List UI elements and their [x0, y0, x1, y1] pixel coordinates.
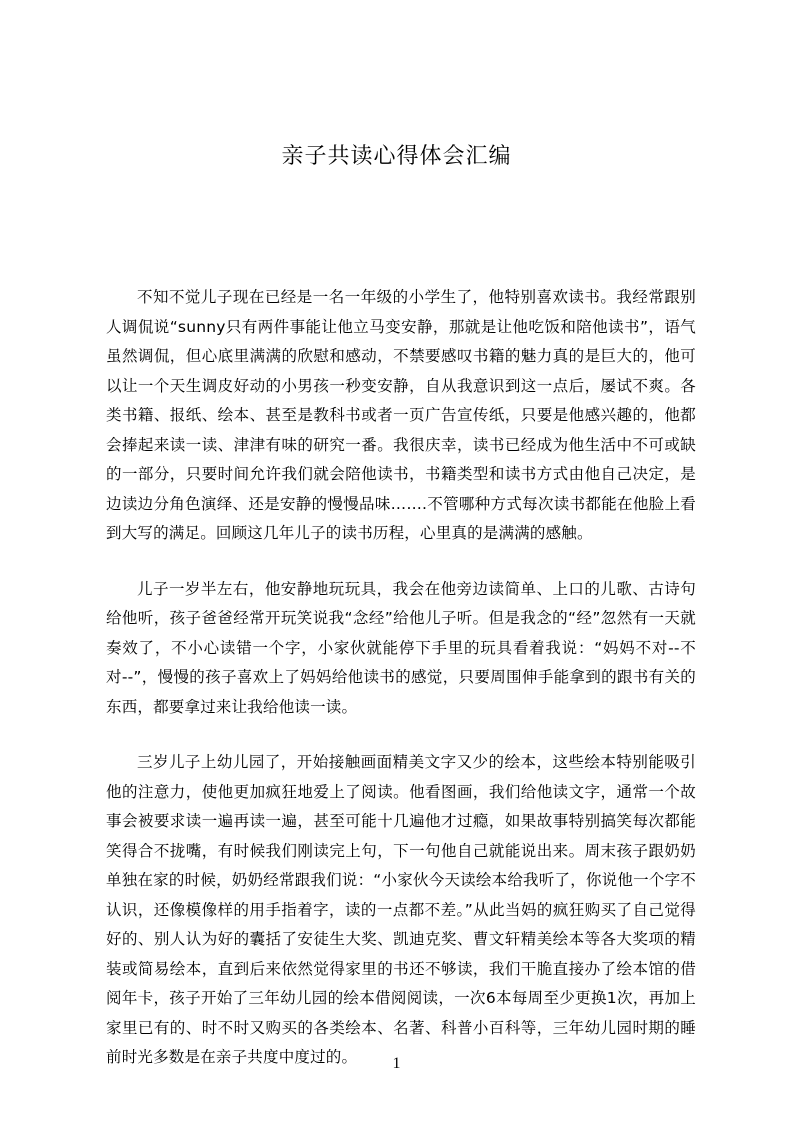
- document-body: [106, 283, 696, 1099]
- paragraph: 不知不觉儿子现在已经是一名一年级的小学生了，他特别喜欢读书。我经常跟别人调侃说“sunny只有两件事能让他立马变安静，那就是让他吃饭和陪他读书”，语气虽然调侃，但心底里满满的欣慰和感动，不禁要感叹书籍的魅力真的是巨大的，他可以让一个天生调皮好动的小男孩一秒变安静，自从我意识到这一点后，屡试不爽。各类书籍、报纸、绘本、甚至是教科书或者一页广告宣传纸，只要是他感兴趣的，他都会捧起来读一读、津津有味的研究一番。我很庆幸，读书已经成为他生活中不可或缺的一部分，只要时间允许我们就会陪他读书，书籍类型和读书方式由他自己决定，是边读边分角色演绎、还是安静的慢慢品味…….不管哪种方式每次读书都能在他脸上看到大写的满足。回顾这几年儿子的读书历程，心里真的是满满的感触。: [106, 288, 696, 542]
- paragraph: 三岁儿子上幼儿园了，开始接触画面精美文字又少的绘本，这些绘本特别能吸引他的注意力，使他更加疯狂地爱上了阅读。他看图画，我们给他读文字，通常一个故事会被要求读一遍再读一遍，甚至可能十几遍他才过瘾，如果故事特别搞笑每次都能笑得合不拢嘴，有时候我们刚读完上句，下一句他自己就能说出来。周末孩子跟奶奶单独在家的时候，奶奶经常跟我们说：“小家伙今天读绘本给我听了，你说他一个字不认识，还像模像样的用手指着字，读的一点都不差。”从此当妈的疯狂购买了自己觉得好的、别人认为好的囊括了安徒生大奖、凯迪克奖、曹文轩精美绘本等各大奖项的精装或简易绘本，直到后来依然觉得家里的书还不够读，我们干脆直接办了绘本馆的借阅年卡，孩子开始了三年幼儿园的绘本借阅阅读，一次6本每周至少更换1次，再加上家里已有的、时不时又购买的各类绘本、名著、科普小百科等，三年幼儿园时期的睡前时光多数是在亲子共度中度过的。: [106, 753, 696, 1066]
- paragraph: 儿子一岁半左右，他安静地玩玩具，我会在他旁边读简单、上口的儿歌、古诗句给他听，孩子爸爸经常开玩笑说我“念经”给他儿子听。但是我念的“经”忽然有一天就奏效了，不小心读错一个字，小家伙就能停下手里的玩具看着我说：“妈妈不对--不对--”，慢慢的孩子喜欢上了妈妈给他读书的感觉，只要周围伸手能拿到的跟书有关的东西，都要拿过来让我给他读一读。: [106, 579, 696, 716]
- document-title: 亲子共读心得体会汇编: [281, 144, 512, 169]
- page-number: 1: [392, 1055, 401, 1072]
